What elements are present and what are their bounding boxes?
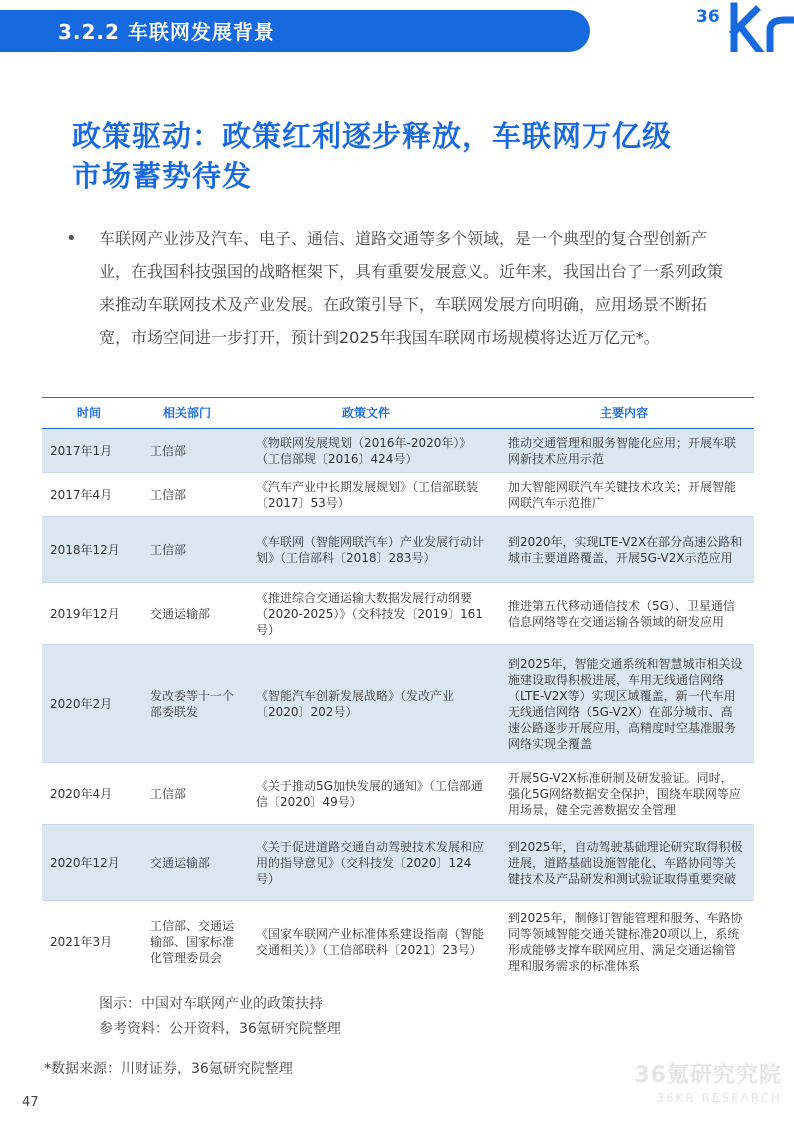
cell-policy-document: 《推进综合交通运输大数据发展行动纲要（2020-2025）》（交科技发〔2019〕161号） [238, 583, 494, 645]
cell-main-content: 到2020年，实现LTE-V2X在部分高速公路和城市主要道路覆盖，开展5G-V2X示范应用 [494, 517, 754, 583]
cell-policy-document: 《物联网发展规划（2016年-2020年）》（工信部规〔2016〕424号） [238, 429, 494, 473]
cell-date: 2020年12月 [42, 825, 136, 901]
cell-main-content: 加大智能网联汽车关键技术攻关；开展智能网联汽车示范推广 [494, 473, 754, 517]
column-header-date: 时间 [42, 398, 136, 429]
cell-department: 交通运输部 [136, 825, 238, 901]
36kr-logo-icon [690, 0, 794, 52]
section-title: 3.2.2 车联网发展背景 [58, 20, 275, 44]
cell-main-content: 到2025年，制修订智能管理和服务、车路协同等领域智能交通关键标准20项以上，系统形成能够支撑车联网应用、满足交通运输管理和服务需求的标准体系 [494, 901, 754, 983]
cell-policy-document: 《关于推动5G加快发展的通知》（工信部通信〔2020〕49号） [238, 763, 494, 825]
watermark-english: 36KR RESEARCH [656, 1091, 782, 1105]
figure-caption: 图示：中国对车联网产业的政策扶持 [99, 996, 323, 1012]
table-row [42, 517, 754, 583]
cell-department: 工信部 [136, 429, 238, 473]
policy-table [42, 397, 754, 983]
cell-policy-document: 《汽车产业中长期发展规划》（工信部联装〔2017〕53号） [238, 473, 494, 517]
table-row [42, 763, 754, 825]
reference-caption: 参考资料：公开资料，36氪研究院整理 [99, 1021, 341, 1037]
svg-text:36: 36 [696, 7, 720, 27]
column-header-policy-document: 政策文件 [238, 398, 494, 429]
cell-main-content: 到2025年，智能交通系统和智慧城市相关设施建设取得积极进展，车用无线通信网络（LTE-V2X等）实现区域覆盖，新一代车用无线通信网络（5G-V2X）在部分城市、高速公路逐步开展应用，高精度时空基准服务网络实现全覆盖 [494, 645, 754, 763]
cell-date: 2021年3月 [42, 901, 136, 983]
intro-paragraph: 车联网产业涉及汽车、电子、通信、道路交通等多个领域，是一个典型的复合型创新产业，在我国科技强国的战略框架下，具有重要发展意义。近年来，我国出台了一系列政策来推动车联网技术及产业发展。在政策引导下，车联网发展方向明确，应用场景不断拓宽，市场空间进一步打开，预计到2025年我国车联网市场规模将达近万亿元*。 [99, 229, 724, 347]
page-headline [72, 116, 752, 196]
column-header-department: 相关部门 [136, 398, 238, 429]
headline-line-2: 市场蓄势待发 [72, 159, 253, 193]
table-row [42, 645, 754, 763]
cell-date: 2020年2月 [42, 645, 136, 763]
cell-department: 工信部 [136, 763, 238, 825]
cell-date: 2018年12月 [42, 517, 136, 583]
cell-date: 2017年4月 [42, 473, 136, 517]
cell-policy-document: 《车联网（智能网联汽车）产业发展行动计划》（工信部科〔2018〕283号） [238, 517, 494, 583]
table-row [42, 901, 754, 983]
headline-line-1: 政策驱动：政策红利逐步释放，车联网万亿级 [72, 119, 673, 153]
cell-main-content: 到2025年，自动驾驶基础理论研究取得积极进展，道路基础设施智能化、车路协同等关键技术及产品研发和测试验证取得重要突破 [494, 825, 754, 901]
table-row [42, 583, 754, 645]
cell-policy-document: 《关于促进道路交通自动驾驶技术发展和应用的指导意见》（交科技发〔2020〕124号） [238, 825, 494, 901]
cell-main-content: 推动交通管理和服务智能化应用；开展车联网新技术应用示范 [494, 429, 754, 473]
cell-policy-document: 《智能汽车创新发展战略》（发改产业〔2020〕202号） [238, 645, 494, 763]
cell-department: 工信部 [136, 517, 238, 583]
cell-department: 交通运输部 [136, 583, 238, 645]
36kr-research-watermark [632, 1058, 782, 1105]
table-header-row [42, 398, 754, 429]
page-header [0, 0, 794, 52]
watermark-chinese: 36氪研究究院 [634, 1063, 782, 1088]
table-row [42, 429, 754, 473]
cell-main-content: 推进第五代移动通信技术（5G）、卫星通信信息网络等在交通运输各领域的研发应用 [494, 583, 754, 645]
bullet-marker: • [66, 228, 77, 249]
cell-date: 2020年4月 [42, 763, 136, 825]
cell-department: 工信部 [136, 473, 238, 517]
cell-policy-document: 《国家车联网产业标准体系建设指南（智能交通相关）》（工信部联科〔2021〕23号） [238, 901, 494, 983]
table-row [42, 825, 754, 901]
cell-department: 工信部、交通运输部、国家标准化管理委员会 [136, 901, 238, 983]
cell-main-content: 开展5G-V2X标准研制及研发验证。同时，强化5G网络数据安全保护，围绕车联网等应用场景，健全完善数据安全管理 [494, 763, 754, 825]
data-source-note: *数据来源：川财证券，36氪研究院整理 [44, 1061, 293, 1077]
column-header-main-content: 主要内容 [494, 398, 754, 429]
cell-date: 2017年1月 [42, 429, 136, 473]
cell-date: 2019年12月 [42, 583, 136, 645]
page-number: 47 [22, 1095, 39, 1110]
table-row [42, 473, 754, 517]
cell-department: 发改委等十一个部委联发 [136, 645, 238, 763]
